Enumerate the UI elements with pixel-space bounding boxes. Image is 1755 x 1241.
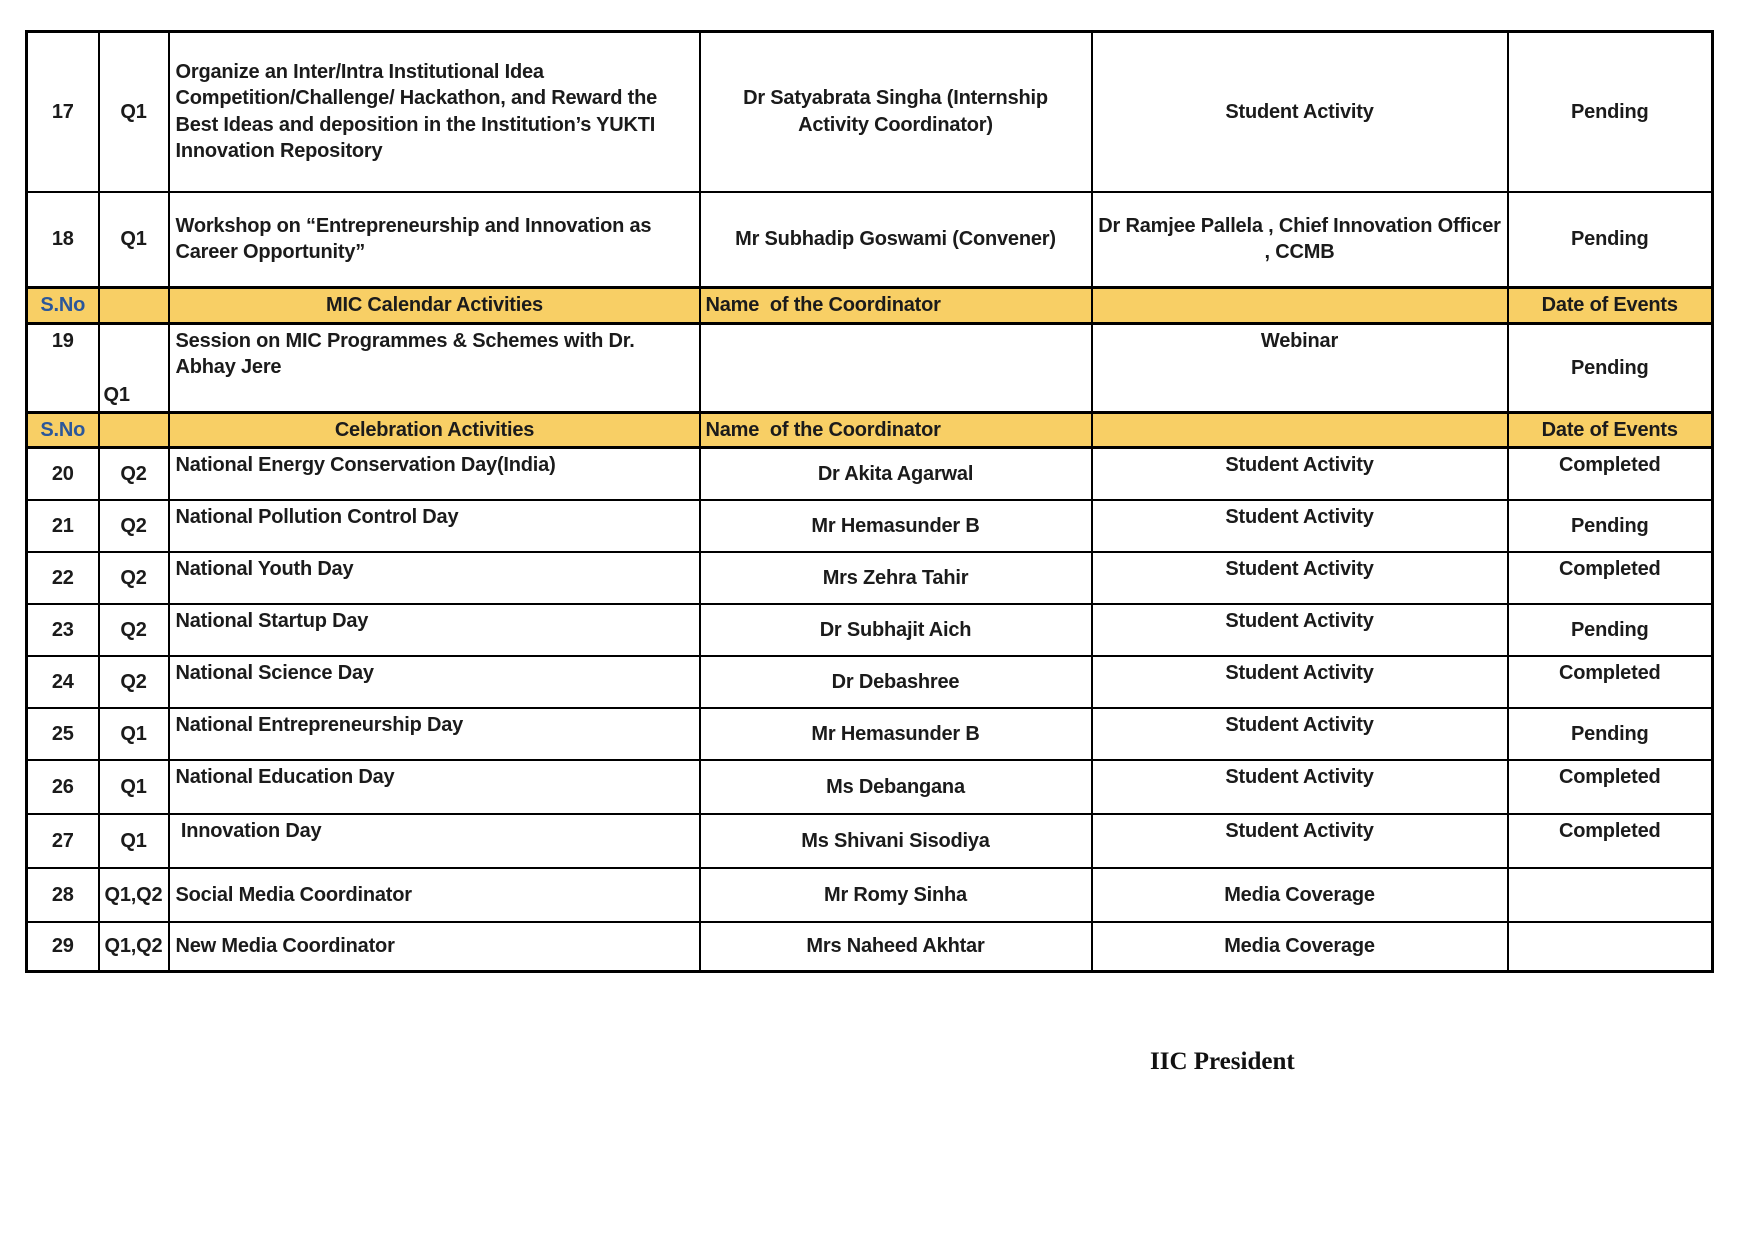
cell-activity: Social Media Coordinator: [169, 868, 700, 922]
cell-status: Pending: [1508, 604, 1713, 656]
cell-quarter: Q1: [99, 760, 169, 814]
cell-sno: 26: [27, 760, 99, 814]
section-header-sno: S.No: [27, 288, 99, 324]
table-row: [27, 32, 1713, 192]
cell-quarter: Q1: [99, 814, 169, 868]
cell-coordinator: Mrs Zehra Tahir: [700, 552, 1092, 604]
cell-activity: National Youth Day: [169, 552, 700, 604]
section-header-activity: MIC Calendar Activities: [169, 288, 700, 324]
cell-sno: 18: [27, 192, 99, 288]
cell-status: Pending: [1508, 324, 1713, 413]
activities-table: [25, 30, 1714, 973]
cell-quarter: Q1,Q2: [99, 922, 169, 972]
section-header-status: Date of Events: [1508, 413, 1713, 448]
cell-status: [1508, 868, 1713, 922]
cell-type: Student Activity: [1092, 448, 1508, 500]
cell-type: Student Activity: [1092, 760, 1508, 814]
cell-type: Dr Ramjee Pallela , Chief Innovation Officer , CCMB: [1092, 192, 1508, 288]
cell-coordinator: Mr Hemasunder B: [700, 708, 1092, 760]
cell-activity: National Startup Day: [169, 604, 700, 656]
cell-status: Pending: [1508, 500, 1713, 552]
cell-coordinator: Dr Subhajit Aich: [700, 604, 1092, 656]
section-header-coordinator: Name of the Coordinator: [700, 413, 1092, 448]
cell-sno: 27: [27, 814, 99, 868]
cell-status: Completed: [1508, 814, 1713, 868]
cell-coordinator: Mr Romy Sinha: [700, 868, 1092, 922]
cell-coordinator: Mrs Naheed Akhtar: [700, 922, 1092, 972]
section-header-quarter: [99, 288, 169, 324]
section-header-type: [1092, 288, 1508, 324]
section-header-sno: S.No: [27, 413, 99, 448]
cell-type: Media Coverage: [1092, 868, 1508, 922]
cell-type: Student Activity: [1092, 656, 1508, 708]
cell-activity: National Energy Conservation Day(India): [169, 448, 700, 500]
cell-type: Media Coverage: [1092, 922, 1508, 972]
cell-activity: National Education Day: [169, 760, 700, 814]
cell-coordinator: Dr Debashree: [700, 656, 1092, 708]
cell-activity: New Media Coordinator: [169, 922, 700, 972]
cell-type: Student Activity: [1092, 552, 1508, 604]
table-row: [27, 868, 1713, 922]
cell-status: Pending: [1508, 192, 1713, 288]
cell-sno: 23: [27, 604, 99, 656]
section-header-row: [27, 288, 1713, 324]
cell-activity: Session on MIC Programmes & Schemes with Dr. Abhay Jere: [169, 324, 700, 413]
cell-quarter: Q2: [99, 448, 169, 500]
cell-status: Completed: [1508, 760, 1713, 814]
cell-quarter: Q1: [99, 324, 169, 413]
cell-activity: Organize an Inter/Intra Institutional Idea Competition/Challenge/ Hackathon, and Reward the Best Ideas and deposition in the Institution’s YUKTI Innovation Repository: [169, 32, 700, 192]
cell-type: Student Activity: [1092, 500, 1508, 552]
cell-quarter: Q1: [99, 32, 169, 192]
cell-coordinator: Ms Shivani Sisodiya: [700, 814, 1092, 868]
section-header-row: [27, 413, 1713, 448]
cell-quarter: Q2: [99, 604, 169, 656]
cell-coordinator: Dr Satyabrata Singha (Internship Activity Coordinator): [700, 32, 1092, 192]
table-row: [27, 324, 1713, 413]
cell-sno: 24: [27, 656, 99, 708]
cell-sno: 25: [27, 708, 99, 760]
table-row: [27, 192, 1713, 288]
cell-type: Student Activity: [1092, 814, 1508, 868]
cell-quarter: Q2: [99, 500, 169, 552]
cell-type: Student Activity: [1092, 604, 1508, 656]
cell-sno: 28: [27, 868, 99, 922]
cell-sno: 21: [27, 500, 99, 552]
cell-type: Student Activity: [1092, 32, 1508, 192]
cell-type: Webinar: [1092, 324, 1508, 413]
cell-status: Pending: [1508, 708, 1713, 760]
cell-coordinator: Dr Akita Agarwal: [700, 448, 1092, 500]
cell-activity: Workshop on “Entrepreneurship and Innovation as Career Opportunity”: [169, 192, 700, 288]
cell-quarter: Q2: [99, 552, 169, 604]
signature-iic-president: IIC President: [1150, 1048, 1295, 1075]
cell-activity: Innovation Day: [169, 814, 700, 868]
table-row: [27, 814, 1713, 868]
cell-quarter: Q1,Q2: [99, 868, 169, 922]
table-row: [27, 922, 1713, 972]
cell-status: Completed: [1508, 552, 1713, 604]
section-header-coordinator: Name of the Coordinator: [700, 288, 1092, 324]
cell-status: [1508, 922, 1713, 972]
cell-activity: National Science Day: [169, 656, 700, 708]
section-header-activity: Celebration Activities: [169, 413, 700, 448]
table-row: [27, 552, 1713, 604]
cell-activity: National Pollution Control Day: [169, 500, 700, 552]
table-row: [27, 500, 1713, 552]
cell-coordinator: [700, 324, 1092, 413]
section-header-status: Date of Events: [1508, 288, 1713, 324]
cell-status: Completed: [1508, 656, 1713, 708]
cell-sno: 19: [27, 324, 99, 413]
section-header-type: [1092, 413, 1508, 448]
table-row: [27, 604, 1713, 656]
cell-quarter: Q2: [99, 656, 169, 708]
table-body: [27, 32, 1713, 972]
cell-coordinator: Mr Hemasunder B: [700, 500, 1092, 552]
cell-sno: 22: [27, 552, 99, 604]
table-row: [27, 760, 1713, 814]
table-row: [27, 656, 1713, 708]
cell-sno: 17: [27, 32, 99, 192]
cell-status: Completed: [1508, 448, 1713, 500]
section-header-quarter: [99, 413, 169, 448]
cell-type: Student Activity: [1092, 708, 1508, 760]
cell-quarter: Q1: [99, 708, 169, 760]
cell-quarter: Q1: [99, 192, 169, 288]
cell-coordinator: Mr Subhadip Goswami (Convener): [700, 192, 1092, 288]
table-row: [27, 708, 1713, 760]
cell-sno: 29: [27, 922, 99, 972]
cell-coordinator: Ms Debangana: [700, 760, 1092, 814]
table-row: [27, 448, 1713, 500]
cell-activity: National Entrepreneurship Day: [169, 708, 700, 760]
cell-sno: 20: [27, 448, 99, 500]
cell-status: Pending: [1508, 32, 1713, 192]
